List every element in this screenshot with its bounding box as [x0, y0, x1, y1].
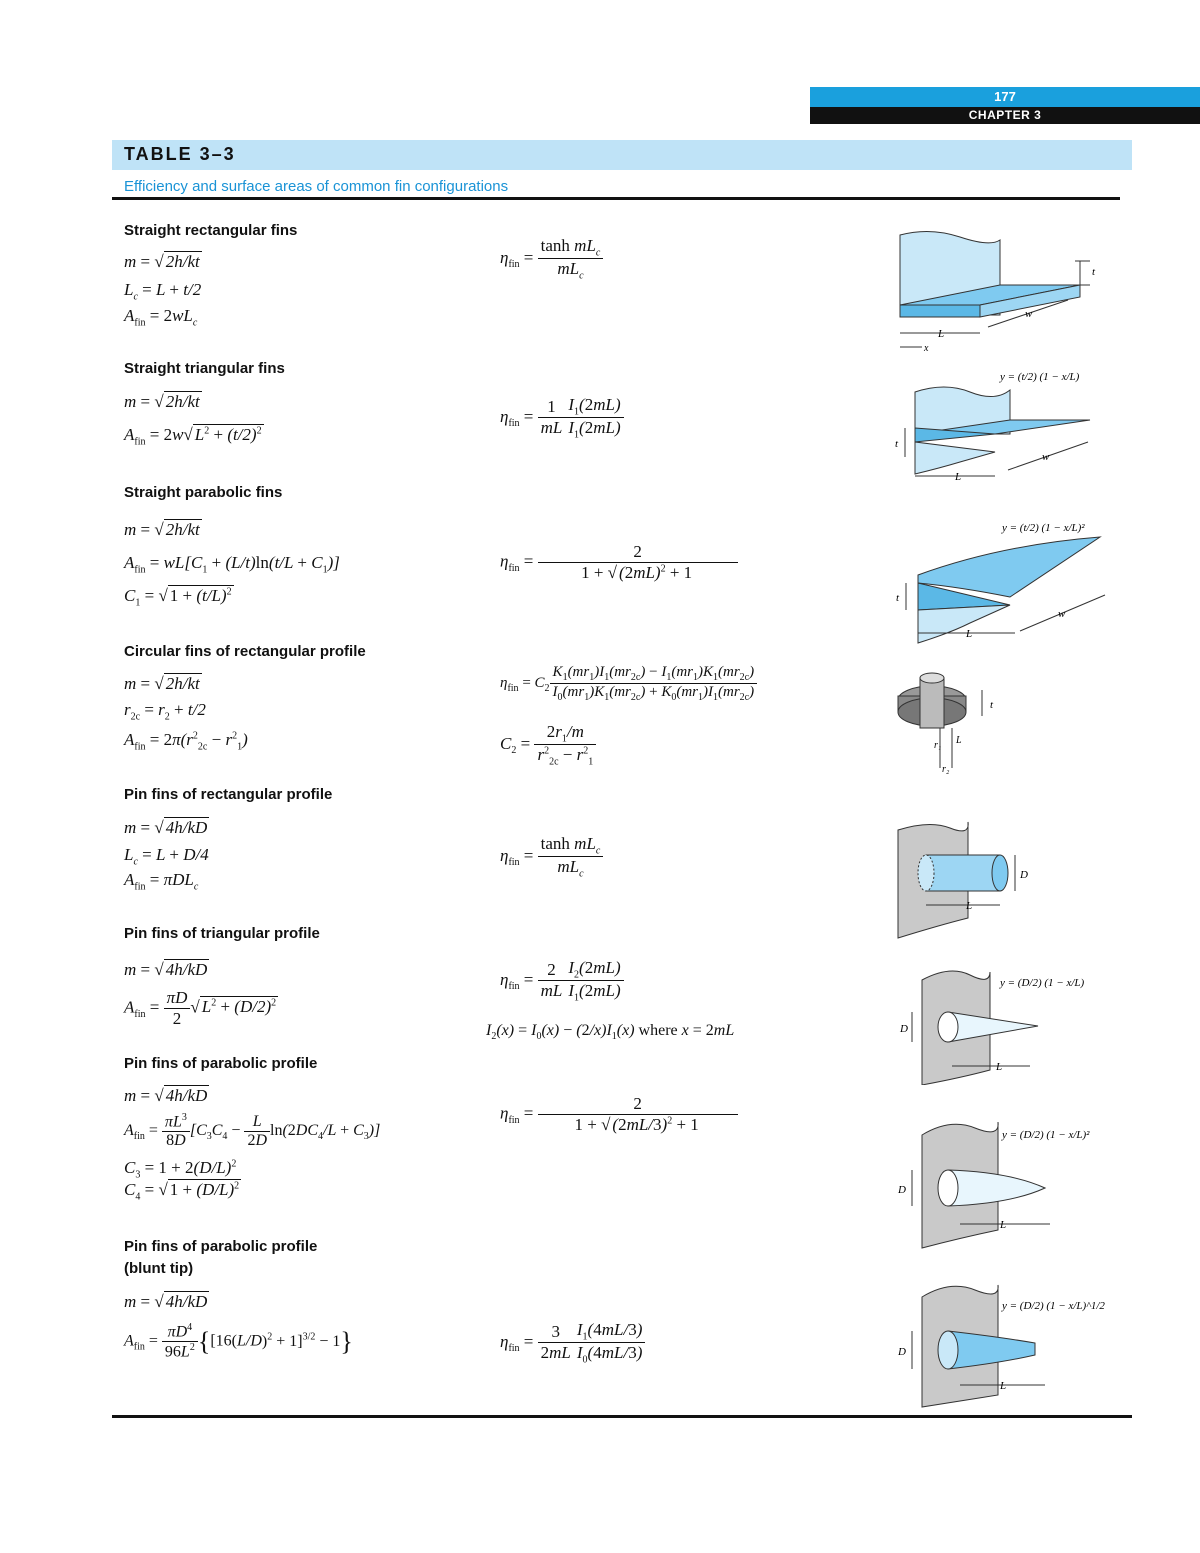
label-x: x	[924, 343, 929, 354]
equation-efficiency: $\eta_{fin} = C_2$ $\frac{K_1(mr_1)I_1(mr_{2c}) - I_1(mr_1)K_1(mr_{2c})}{I_0(mr_1)K_1(mr_{2c}) + K_0(mr_1)I_1(mr_{2c})}$	[500, 664, 757, 703]
equation-r2c: $r_{2c} = r_2 + t/2$	[124, 700, 206, 723]
equation-c1: $C_1$ = √ $1 + (t/L)^2$	[124, 586, 232, 609]
equation-m: m = √ 4h/kD	[124, 818, 208, 837]
pin-fin-triangular-diagram	[890, 960, 1120, 1085]
section-title-straight-rectangular: Straight rectangular fins	[124, 222, 298, 239]
label-d: D	[1020, 869, 1028, 881]
label-t: t	[895, 438, 899, 450]
profile-label: y = (D/2) (1 − x/L)^1/2	[1002, 1300, 1105, 1312]
label-l: L	[938, 328, 945, 340]
label-w: w	[1058, 608, 1066, 620]
pin-fin-rectangular-diagram	[890, 800, 1040, 940]
equation-c3: $C_3 = 1 + 2(D/L)^2$	[124, 1158, 237, 1181]
equation-efficiency: $\eta_{fin}$ = $\frac{\tanh mL_c}{mL_c}$	[500, 834, 603, 880]
label-l: L	[956, 735, 962, 746]
equation-m: m = √ 4h/kD	[124, 960, 208, 979]
equation-c2: $C_2$ = $\frac{2r_1/m}{r^2_{2c} - r^2_1}$	[500, 722, 596, 768]
profile-label: y = (D/2) (1 − x/L)	[1000, 977, 1085, 989]
label-t: t	[990, 699, 994, 711]
section-title-pin-rectangular: Pin fins of rectangular profile	[124, 786, 333, 803]
equation-lc: $L_c = L + D/4$	[124, 845, 209, 868]
equation-m: m = √ 2h/kt	[124, 252, 200, 271]
equation-afin: $A_{fin}$ = $\frac{\pi L^3}{8D}$ [$C_3C_4$ − $\frac{L}{2D}$ $\ln(2DC_4/L + C_3)$]	[124, 1112, 381, 1150]
equation-efficiency: $\eta_{fin}$ = $\frac{\tanh mL_c}{mL_c}$	[500, 236, 603, 282]
section-title-pin-parabolic-blunt: Pin fins of parabolic profile	[124, 1238, 318, 1255]
chapter-label: CHAPTER 3	[810, 107, 1200, 124]
label-l: L	[966, 900, 973, 912]
section-title-straight-triangular: Straight triangular fins	[124, 360, 285, 377]
straight-parabolic-fin-diagram	[890, 515, 1130, 660]
equation-efficiency: $\eta_{fin}$ = $\frac{1}{mL}$ $\frac{I_1(2mL)}{I_1(2mL)}$	[500, 395, 624, 441]
equation-afin: $A_{fin} = wL[C_1 + (L/t)\ln(t/L + C_1)]$	[124, 553, 340, 576]
pin-fin-parabolic-diagram	[890, 1100, 1125, 1250]
equation-efficiency: $\eta_{fin}$ = $\frac{2}{1 + √ (2mL/3)^2 + 1}$	[500, 1094, 738, 1135]
label-r2: r₂	[942, 764, 950, 775]
equation-m: m = √ 2h/kt	[124, 674, 200, 693]
section-title-circular-rectangular: Circular fins of rectangular profile	[124, 643, 366, 660]
equation-afin: $A_{fin}$ = $\frac{\pi D^4}{96L^2}$ $\{[16(L/D)^2 + 1]^{3/2} - 1\}$	[124, 1322, 353, 1361]
bottom-rule	[112, 1415, 1132, 1418]
section-title-pin-parabolic: Pin fins of parabolic profile	[124, 1055, 318, 1072]
label-r1: r₁	[934, 740, 942, 751]
equation-m: m = √ 4h/kD	[124, 1086, 208, 1105]
label-l: L	[996, 1061, 1003, 1073]
profile-label: y = (t/2) (1 − x/L)	[1000, 371, 1080, 383]
label-l: L	[955, 471, 962, 483]
section-title-straight-parabolic: Straight parabolic fins	[124, 484, 283, 501]
label-w: w	[1025, 308, 1033, 320]
equation-afin: $A_{fin} = 2w√$ $L^2 + (t/2)^2$	[124, 425, 262, 448]
straight-triangular-fin-diagram	[890, 362, 1120, 492]
label-t: t	[1092, 266, 1096, 278]
equation-efficiency: $\eta_{fin}$ = $\frac{3}{2mL}$ $\frac{I_1(4mL/3)}{I_0(4mL/3)}$	[500, 1320, 645, 1366]
circular-fin-diagram	[890, 668, 1010, 783]
label-d: D	[900, 1023, 908, 1035]
equation-m: m = √ 4h/kD	[124, 1292, 208, 1311]
equation-i2: $I_2(x) = I_0(x) - (2/x)I_1(x)$ where x = 2mL	[486, 1022, 735, 1043]
equation-afin: $A_{fin} = 2\pi(r^2_{2c} - r^2_1)$	[124, 730, 248, 753]
equation-efficiency: $\eta_{fin}$ = $\frac{2}{1 + √ (2mL)^2 + 1}$	[500, 542, 738, 583]
straight-rectangular-fin-diagram	[890, 225, 1110, 355]
equation-afin: $A_{fin} = 2wL_c$	[124, 306, 198, 329]
profile-label: y = (D/2) (1 − x/L)²	[1002, 1129, 1090, 1141]
label-l: L	[1000, 1219, 1007, 1231]
page-number: 177	[810, 87, 1200, 107]
equation-afin: $A_{fin}$ = $\frac{\pi D}{2}$ √ $L^2 + (D/2)^2$	[124, 988, 277, 1028]
top-rule	[112, 197, 1120, 200]
equation-m: m = √ 2h/kt	[124, 520, 200, 539]
table-title-band	[112, 140, 1132, 170]
equation-m: m = √ 2h/kt	[124, 392, 200, 411]
table-caption: Efficiency and surface areas of common fin configurations	[124, 178, 509, 195]
pin-fin-parabolic-blunt-diagram	[890, 1265, 1125, 1410]
label-d: D	[898, 1184, 906, 1196]
profile-label: y = (t/2) (1 − x/L)²	[1002, 522, 1085, 534]
label-w: w	[1042, 451, 1050, 463]
label-d: D	[898, 1346, 906, 1358]
equation-c4: $C_4$ = √ $1 + (D/L)^2$	[124, 1180, 240, 1203]
section-title-pin-triangular: Pin fins of triangular profile	[124, 925, 320, 942]
label-l: L	[1000, 1380, 1007, 1392]
equation-lc: $L_c = L + t/2$	[124, 280, 202, 303]
section-subtitle-blunt-tip: (blunt tip)	[124, 1260, 194, 1277]
label-l: L	[966, 628, 973, 640]
table-title: TABLE 3–3	[124, 144, 236, 164]
equation-efficiency: $\eta_{fin}$ = $\frac{2}{mL}$ $\frac{I_2(2mL)}{I_1(2mL)}$	[500, 958, 624, 1004]
equation-afin: $A_{fin} = \pi DL_c$	[124, 870, 199, 893]
label-t: t	[896, 592, 900, 604]
